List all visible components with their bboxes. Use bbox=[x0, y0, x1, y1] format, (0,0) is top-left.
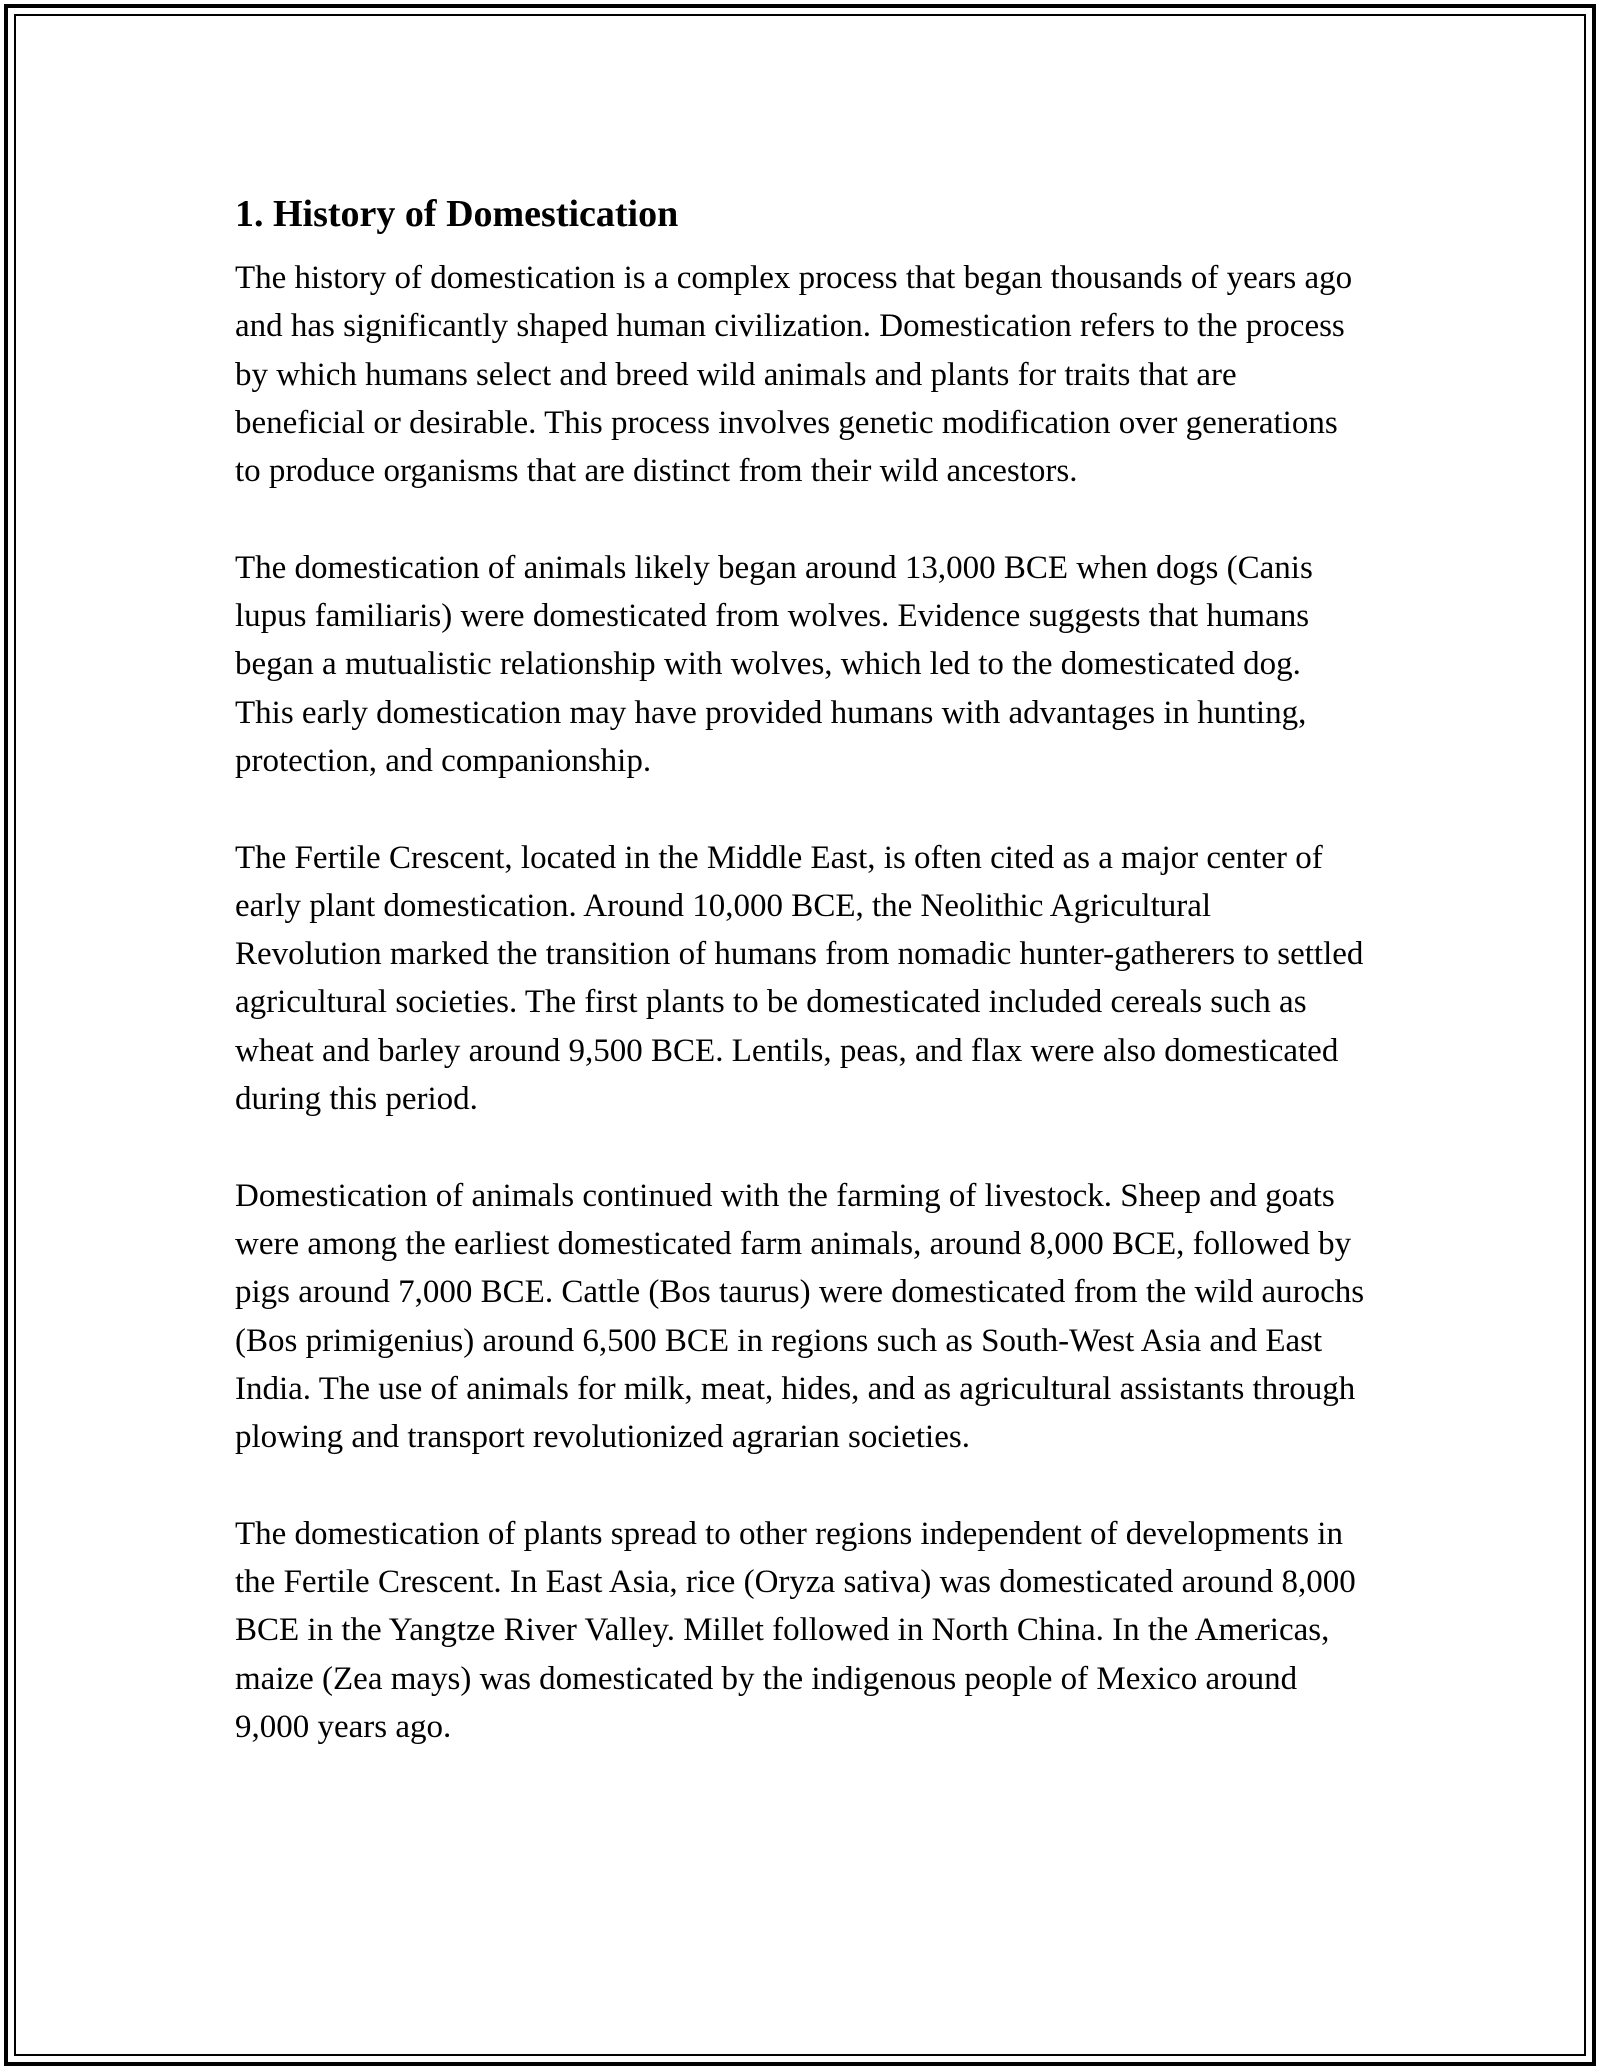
paragraph-animal-domestication: The domestication of animals likely began around 13,000 BCE when dogs (Canis lupus familiaris) were domesticated from wolves. Evidence suggests that humans began a mutualistic relationship with wolves, which led to the domesticated dog. This early domestication may have provided humans with advantages in hunting, protection, and companionship. bbox=[235, 549, 1313, 779]
section-heading: 1. History of Domestication bbox=[235, 193, 679, 235]
paragraph-plant-spread: The domestication of plants spread to other regions independent of developments in the Fertile Crescent. In East Asia, rice (Oryza sativa) was domesticated around 8,000 BCE in the Yangtze River Valley. Millet followed in North China. In the Americas, maize (Zea mays) was domesticated by the indigenous people of Mexico around 9,000 years ago. bbox=[235, 1515, 1356, 1745]
document-body bbox=[235, 186, 1365, 1751]
paragraph-intro: The history of domestication is a complex process that began thousands of years ago and has significantly shaped human civilization. Domestication refers to the process by which humans select and breed wild animals and plants for traits that are beneficial or desirable. This process involves genetic modification over generations to produce organisms that are distinct from their wild ancestors. bbox=[235, 260, 1353, 490]
paragraph-fertile-crescent: The Fertile Crescent, located in the Middle East, is often cited as a major center of early plant domestication. Around 10,000 BCE, the Neolithic Agricultural Revolution marked the transition of humans from nomadic hunter-gatherers to settled agricultural societies. The first plants to be domesticated included cereals such as wheat and barley around 9,500 BCE. Lentils, peas, and flax were also domesticated during this period. bbox=[235, 839, 1364, 1118]
paragraph-livestock: Domestication of animals continued with the farming of livestock. Sheep and goats were among the earliest domesticated farm animals, around 8,000 BCE, followed by pigs around 7,000 BCE. Cattle (Bos taurus) were domesticated from the wild aurochs (Bos primigenius) around 6,500 BCE in regions such as South-West Asia and East India. The use of animals for milk, meat, hides, and as agricultural assistants through plowing and transport revolutionized agrarian societies. bbox=[235, 1177, 1365, 1456]
